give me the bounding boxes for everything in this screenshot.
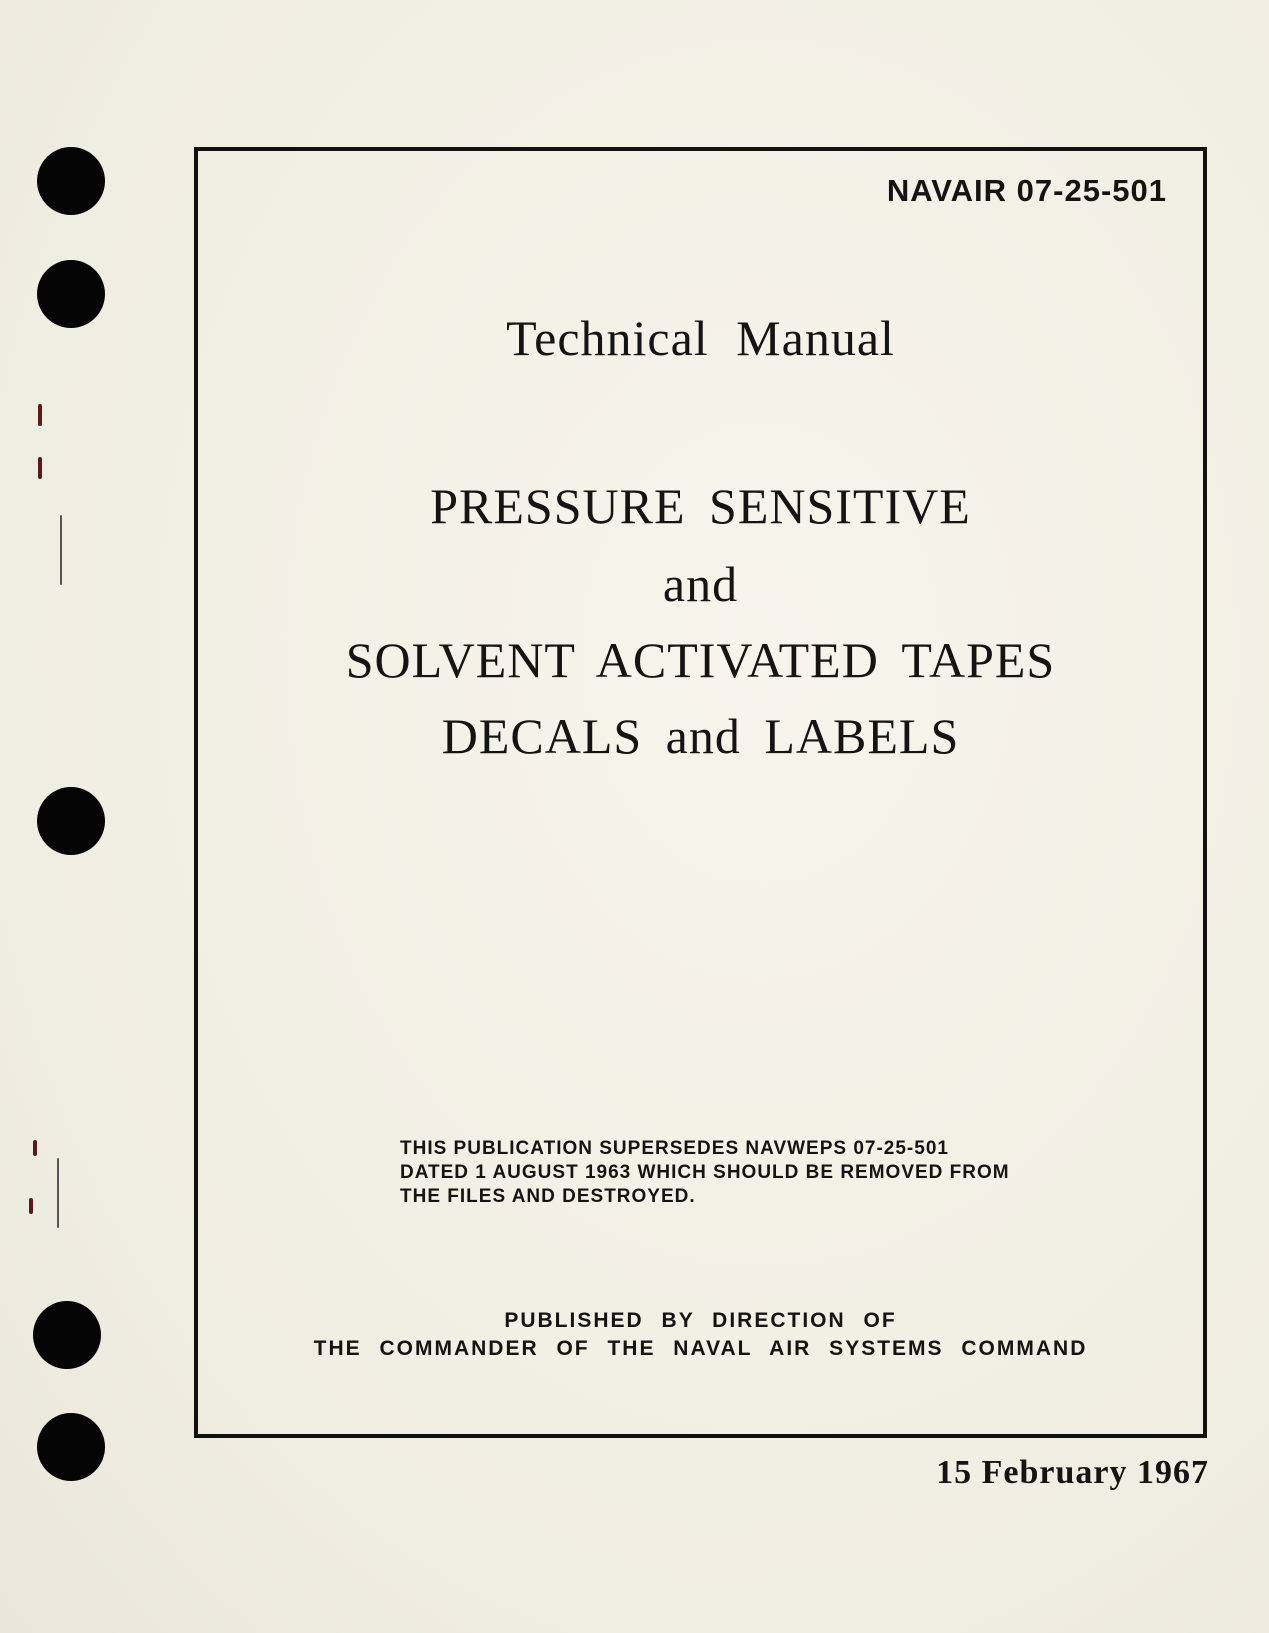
title-line-3: SOLVENT ACTIVATED TAPES [345, 632, 1056, 688]
margin-mark [29, 1198, 33, 1214]
supersedes-line: DATED 1 AUGUST 1963 WHICH SHOULD BE REMOVED FROM [400, 1162, 1010, 1183]
publication-date: 15 February 1967 [936, 1454, 1209, 1491]
punch-hole [37, 260, 105, 328]
title-line-2: and [662, 556, 739, 612]
punch-hole [37, 1413, 105, 1481]
cover-frame [194, 147, 1207, 1438]
punch-hole [37, 787, 105, 855]
punch-hole [33, 1301, 101, 1369]
punch-hole [37, 147, 105, 215]
margin-mark [38, 457, 42, 479]
margin-mark [33, 1140, 37, 1156]
margin-mark [60, 515, 62, 585]
margin-mark [38, 404, 42, 426]
title-line-1: PRESSURE SENSITIVE [430, 478, 971, 534]
published-line-1: PUBLISHED BY DIRECTION OF [504, 1309, 897, 1332]
document-type: Technical Manual [506, 310, 895, 366]
supersedes-line: THIS PUBLICATION SUPERSEDES NAVWEPS 07-25-501 [400, 1138, 949, 1159]
supersedes-line: THE FILES AND DESTROYED. [400, 1186, 696, 1207]
supersedes-notice [400, 1137, 1010, 1209]
margin-mark [57, 1158, 59, 1228]
document-number: NAVAIR 07-25-501 [886, 173, 1167, 208]
published-line-2: THE COMMANDER OF THE NAVAL AIR SYSTEMS COMMAND [313, 1337, 1088, 1360]
title-line-4: DECALS and LABELS [441, 708, 960, 764]
